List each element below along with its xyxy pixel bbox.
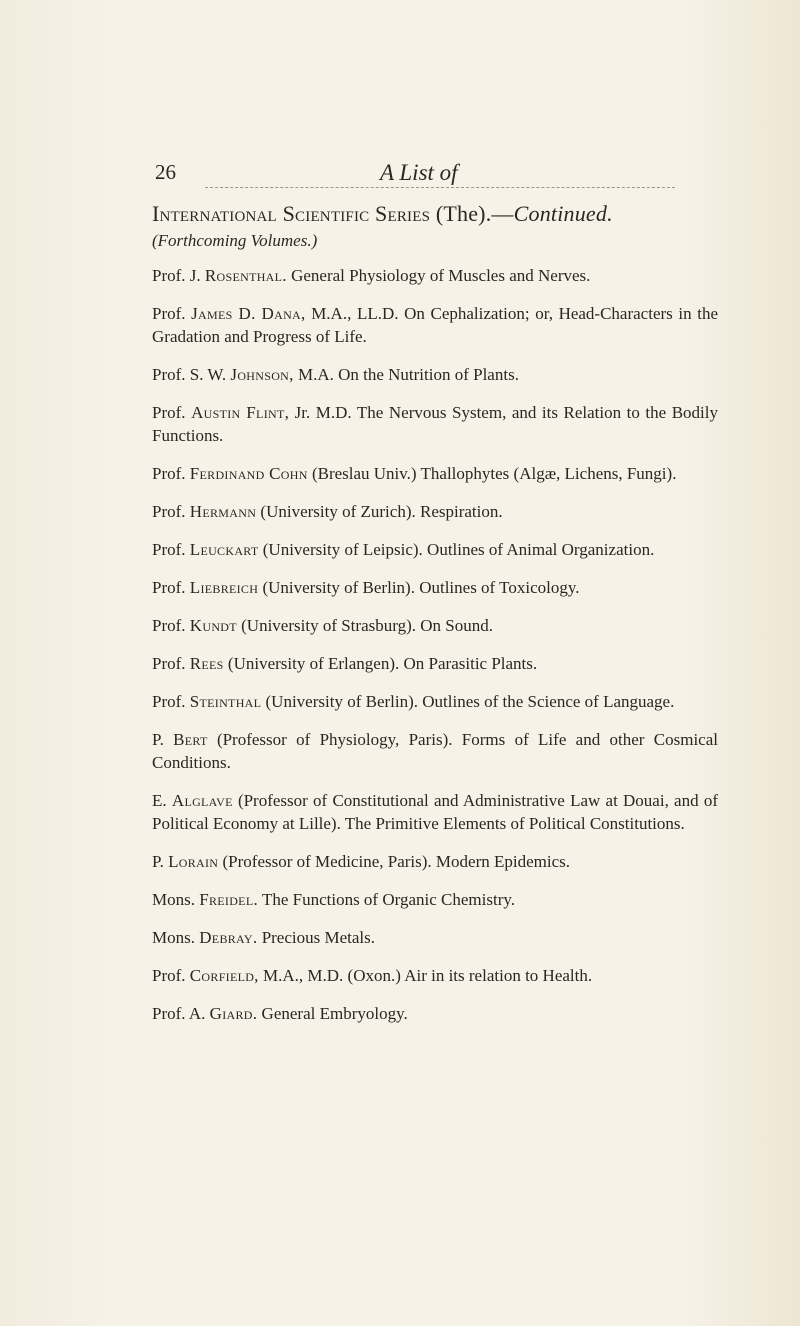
entry-prefix: Prof. <box>152 403 192 422</box>
entry-prefix: Prof. <box>152 502 190 521</box>
entry-text: (University of Erlangen). On Parasitic Plants. <box>223 654 538 673</box>
entry-prefix: Prof. J. <box>152 266 205 285</box>
entry-prefix: Prof. <box>152 540 190 559</box>
author-name: Hermann <box>189 502 257 521</box>
author-name: Steinthal <box>189 692 262 711</box>
list-item <box>152 500 718 523</box>
entry-prefix: Prof. S. W. <box>152 365 231 384</box>
list-item <box>152 1002 718 1025</box>
section-title-plain: (The).— <box>430 201 514 226</box>
list-item <box>152 850 718 873</box>
author-name: Leuckart <box>189 540 259 559</box>
entry-prefix: P. <box>152 730 174 749</box>
author-name: Austin Flint, <box>191 403 290 422</box>
entry-prefix: Prof. <box>152 578 190 597</box>
entry-text: (Professor of Physiology, Paris). Forms of Life and other Cosmical Conditions. <box>152 730 718 772</box>
author-name: Lorain <box>168 852 219 871</box>
entry-prefix: P. <box>152 852 169 871</box>
entry-prefix: Prof. A. <box>152 1004 210 1023</box>
list-item <box>152 926 718 949</box>
entry-prefix: Prof. <box>152 464 190 483</box>
list-item <box>152 888 718 911</box>
author-name: Corfield, <box>189 966 259 985</box>
entry-text: (University of Zurich). Respiration. <box>256 502 503 521</box>
list-item <box>152 462 718 485</box>
author-name: James D. Dana, <box>191 304 306 323</box>
entry-text: M.A., LL.D. On Cephalization; or, Head-Characters in the Gradation and Progress of Life. <box>152 304 718 346</box>
entry-text: General Embryology. <box>257 1004 408 1023</box>
entry-text: (University of Berlin). Outlines of Toxicology. <box>258 578 580 597</box>
entry-text: General Physiology of Muscles and Nerves. <box>286 266 591 285</box>
author-name: Johnson, <box>230 365 294 384</box>
author-name: Debray. <box>199 928 258 947</box>
list-item <box>152 302 718 348</box>
entry-prefix: Prof. <box>152 692 190 711</box>
list-item <box>152 538 718 561</box>
entry-prefix: Prof. <box>152 304 192 323</box>
continued-label: Continued. <box>513 201 613 226</box>
author-name: Rees <box>189 654 224 673</box>
entry-text: (Professor of Medicine, Paris). Modern Epidemics. <box>218 852 570 871</box>
entry-text: The Functions of Organic Chemistry. <box>258 890 516 909</box>
section-title-smallcaps: International Scientific Series <box>152 201 431 226</box>
entry-text: Precious Metals. <box>257 928 376 947</box>
entry-prefix: Prof. <box>152 654 190 673</box>
author-name: Kundt <box>189 616 237 635</box>
entry-text: (University of Berlin). Outlines of the Science of Language. <box>261 692 675 711</box>
list-item <box>152 690 718 713</box>
list-item <box>152 728 718 774</box>
entry-prefix: Mons. <box>152 928 200 947</box>
author-name: Giard. <box>209 1004 258 1023</box>
page-content <box>152 200 718 1040</box>
section-subtitle: (Forthcoming Volumes.) <box>152 231 318 250</box>
entry-prefix: Prof. <box>152 616 190 635</box>
author-name: Bert <box>173 730 208 749</box>
author-name: Ferdinand Cohn <box>189 464 308 483</box>
list-item <box>152 789 718 835</box>
page-header <box>155 160 675 192</box>
entry-list <box>152 264 718 1025</box>
entry-prefix: E. <box>152 791 172 810</box>
author-name: Alglave <box>171 791 233 810</box>
list-item <box>152 264 718 287</box>
list-item <box>152 576 718 599</box>
list-item <box>152 363 718 386</box>
list-item <box>152 652 718 675</box>
running-title: A List of <box>380 160 458 185</box>
entry-text: Jr. M.D. The Nervous System, and its Relation to the Bodily Functions. <box>152 403 718 445</box>
author-name: Liebreich <box>189 578 259 597</box>
entry-text: (Breslau Univ.) Thallophytes (Algæ, Lichens, Fungi). <box>307 464 677 483</box>
header-rule <box>205 187 675 188</box>
entry-text: (University of Leipsic). Outlines of Animal Organization. <box>258 540 655 559</box>
entry-text: M.A. On the Nutrition of Plants. <box>293 365 519 384</box>
entry-text: (University of Strasburg). On Sound. <box>236 616 493 635</box>
page-number: 26 <box>155 160 176 184</box>
entry-text: (Professor of Constitutional and Administrative Law at Douai, and of Political Economy at Lille). The Primitive Elements of Political Constitutions. <box>152 791 718 833</box>
list-item <box>152 401 718 447</box>
entry-text: M.A., M.D. (Oxon.) Air in its relation to Health. <box>258 966 593 985</box>
section-heading <box>152 200 718 227</box>
list-item <box>152 614 718 637</box>
list-item <box>152 964 718 987</box>
author-name: Rosenthal. <box>204 266 287 285</box>
author-name: Freidel. <box>199 890 258 909</box>
entry-prefix: Prof. <box>152 966 190 985</box>
entry-prefix: Mons. <box>152 890 200 909</box>
